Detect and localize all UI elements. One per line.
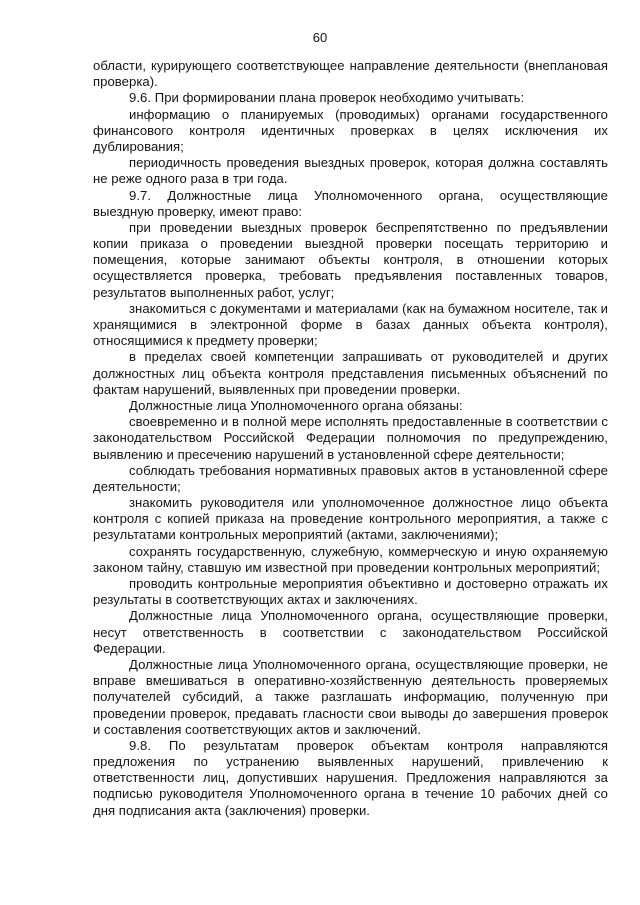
paragraph-duty-3: знакомить руководителя или уполномоченное должностное лицо объекта контроля с копией приказа на проведение контрольного мероприятия, а также с результатами контрольных мероприятий (актами, заключениями); [93, 495, 608, 543]
paragraph-9-7-right-3: в пределах своей компетенции запрашивать от руководителей и других должностных лиц объекта контроля представления письменных объяснений по фактам нарушений, выявленных при проведении проверки. [93, 349, 608, 397]
page-number: 60 [312, 30, 328, 45]
paragraph-duties-heading: Должностные лица Уполномоченного органа обязаны: [129, 397, 463, 413]
paragraph-duty-2: соблюдать требования нормативных правовых актов в установленной сфере деятельности; [93, 462, 608, 494]
paragraph-duty-1: своевременно и в полной мере исполнять предоставленные в соответствии с законодательством Российской Федерации полномочия по предупреждению, выявлению и пресечению нарушений в установленной сфере деятельности; [93, 414, 608, 462]
paragraph-9-6-item-2: периодичность проведения выездных проверок, которая должна составлять не реже одного раза в три года. [93, 155, 608, 187]
paragraph-duty-4: сохранять государственную, служебную, коммерческую и иную охраняемую законом тайну, ставшую им известной при проведении контрольных мероприятий; [93, 543, 608, 575]
paragraph-9-6-heading: 9.6. При формировании плана проверок необходимо учитывать: [129, 90, 525, 106]
paragraph-9-6-item-1: информацию о планируемых (проводимых) органами государственного финансового контроля идентичных проверках в целях исключения их дублирования; [93, 106, 608, 154]
paragraph-9-7-right-1: при проведении выездных проверок беспрепятственно по предъявлении копии приказа о проведении выездной проверки посещать территорию и помещения, которые занимают объекты контроля, в отношении которых осуществляется проверка, требовать предъявления поставленных товаров, результатов выполненных работ, услуг; [93, 219, 608, 300]
paragraph-continuation: области, курирующего соответствующее направление деятельности (внеплановая проверка). [93, 58, 608, 90]
paragraph-duty-5: проводить контрольные мероприятия объективно и достоверно отражать их результаты в соответствующих актах и заключениях. [93, 576, 608, 608]
document-body [93, 58, 608, 819]
paragraph-9-7-right-2: знакомиться с документами и материалами (как на бумажном носителе, так и хранящимися в электронной форме в базах данных объекта контроля), относящимися к предмету проверки; [93, 300, 608, 349]
paragraph-9-7-heading: 9.7. Должностные лица Уполномоченного органа, осуществляющие выездную проверку, имеют право: [93, 187, 608, 219]
paragraph-responsibility: Должностные лица Уполномоченного органа, осуществляющие проверки, несут ответственность в соответствии с законодательством Российской Федерации. [93, 608, 608, 656]
paragraph-prohibitions: Должностные лица Уполномоченного органа, осуществляющие проверки, не вправе вмешиваться в оперативно-хозяйственную деятельность проверяемых получателей субсидий, а также разглашать информацию, полученную при проведении проверок, предавать гласности свои выводы до завершения проверок и составления соответствующих актов и заключений. [93, 656, 608, 737]
paragraph-9-8: 9.8. По результатам проверок объектам контроля направляются предложения по устранению выявленных нарушений, привлечению к ответственности лиц, допустивших нарушения. Предложения направляются за подписью руководителя Уполномоченного органа в течение 10 рабочих дней со дня подписания акта (заключения) проверки. [93, 737, 608, 818]
